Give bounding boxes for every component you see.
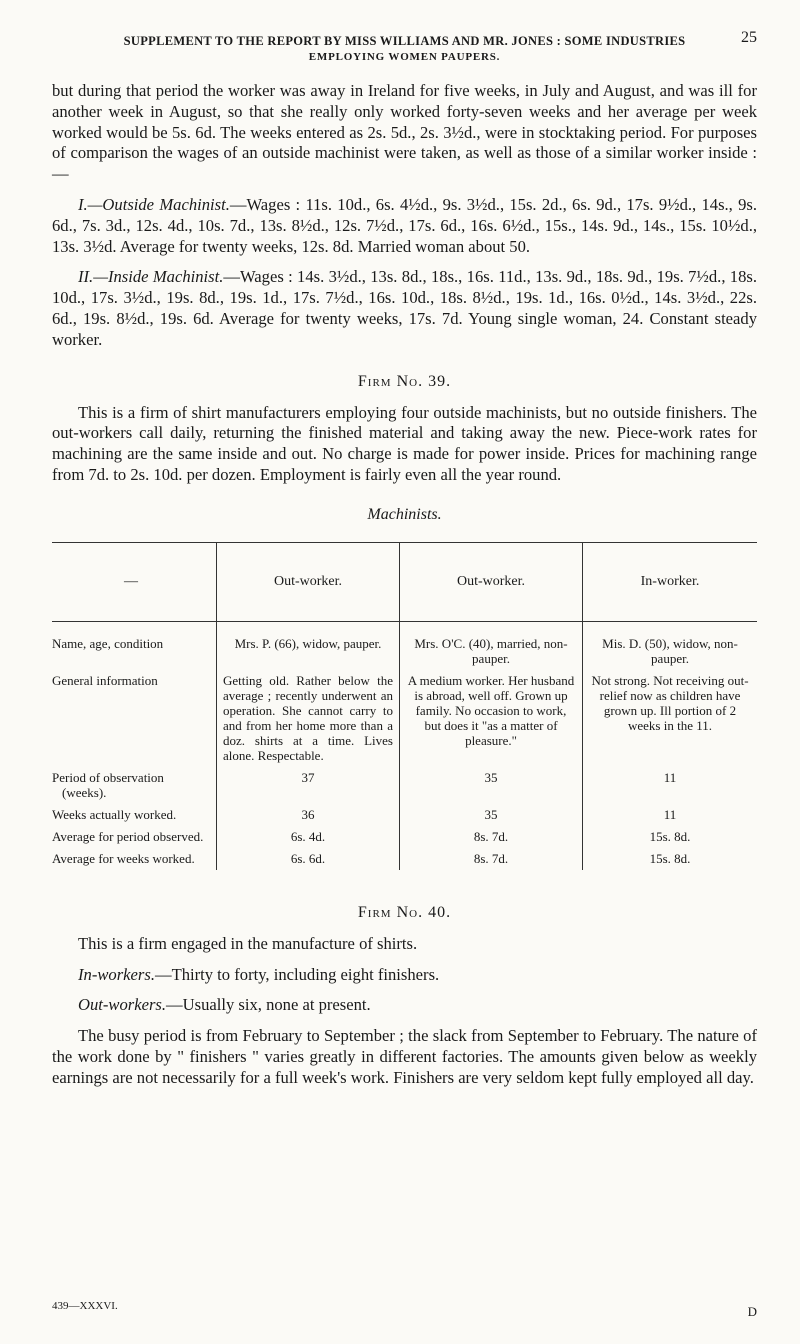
row-label: Weeks actually worked. <box>52 806 177 822</box>
outworkers-label: Out-workers. <box>78 995 167 1015</box>
document-page <box>52 29 758 1089</box>
table-cell: 36 <box>217 804 400 826</box>
table-col-header: Out-worker. <box>400 542 583 621</box>
outside-machinist-label: I.—Outside Machinist. <box>78 194 230 214</box>
firm-40-heading: Firm No. 40. <box>357 903 452 921</box>
row-label: General information <box>52 672 158 688</box>
table-row <box>52 848 757 870</box>
firm-40-inworkers <box>52 965 757 986</box>
header-title: SUPPLEMENT TO THE REPORT BY MISS WILLIAMS AND MR. JONES : SOME INDUSTRIES <box>123 34 686 48</box>
intro-paragraph: but during that period the worker was away in Ireland for five weeks, in July and August, and was ill for another week in August, so that she really only worked forty-seven weeks and her average per week worked would be 5s. 6d. The weeks entered as 2s. 5d., 2s. 3½d., were in stocktaking period. For purposes of comparison the wages of an outside machinist were taken, as well as those of a similar worker inside :— <box>52 81 757 184</box>
header-subtitle: EMPLOYING WOMEN PAUPERS. <box>308 51 501 63</box>
row-label: Name, age, condition <box>52 635 164 651</box>
footer-sheet-letter: D <box>747 1304 757 1319</box>
table-cell: 6s. 6d. <box>217 848 400 870</box>
table-cell: 8s. 7d. <box>400 848 583 870</box>
table-cell: 35 <box>400 804 583 826</box>
table-header-row <box>52 542 757 621</box>
table-cell: 15s. 8d. <box>583 848 758 870</box>
running-header <box>52 29 757 74</box>
table-cell: A medium worker. Her husband is abroad, well off. Grown up family. No occasion to work, but does it "as a matter of pleasure." <box>400 670 583 767</box>
outworkers-text: —Usually six, none at present. <box>166 995 371 1015</box>
table-col-header: — <box>52 542 217 621</box>
outside-machinist-wages: —Wages : 11s. 10d., 6s. 4½d., 9s. 3½d., 15s. 2d., 6s. 9d., 17s. 9½d., 14s., 9s. 6d., 7s. 3d., 12s. 4d., 10s. 7d., 13s. 8½d., 12s. 7½d., 17s. 6d., 16s. 6½d., 15s., 14s. 9d., 14s., 15s. 10½d., 13s. 3½d. Average for twenty weeks, 12s. 8d. Married woman about 50. <box>52 194 758 256</box>
table-cell: 6s. 4d. <box>217 826 400 848</box>
firm-40-outworkers <box>52 995 757 1016</box>
table-cell: Mrs. O'C. (40), married, non-pauper. <box>400 621 583 670</box>
inworkers-label: In-workers. <box>78 964 155 984</box>
table-cell: 8s. 7d. <box>400 826 583 848</box>
outside-machinist-paragraph <box>52 195 757 257</box>
table-row <box>52 804 757 826</box>
page-footer <box>52 1300 757 1319</box>
table-cell: 11 <box>583 767 758 804</box>
table-row <box>52 670 757 767</box>
firm-40-intro: This is a firm engaged in the manufacture of shirts. <box>78 933 418 953</box>
table-row <box>52 826 757 848</box>
inside-machinist-label: II.—Inside Machinist. <box>78 267 224 287</box>
firm-39-heading: Firm No. 39. <box>357 372 452 390</box>
table-row <box>52 621 757 670</box>
table-cell: Not strong. Not receiving out-relief now as children have grown up. Ill portion of 2 weeks in the 11. <box>583 670 758 767</box>
page-number: 25 <box>741 29 757 46</box>
firm-40-busy-period: The busy period is from February to September ; the slack from September to February. The nature of the work done by " finishers " varies greatly in different factories. The amounts given below as weekly earnings are not necessarily for a full week's work. Finishers are very seldom kept fully employed all day. <box>52 1026 757 1087</box>
footer-signature: 439—XXXVI. <box>52 1300 118 1312</box>
machinists-table-title: Machinists. <box>367 505 442 523</box>
table-cell: 15s. 8d. <box>583 826 758 848</box>
table-col-header: In-worker. <box>583 542 758 621</box>
inside-machinist-wages: —Wages : 14s. 3½d., 13s. 8d., 18s., 16s. 11d., 13s. 9d., 18s. 9d., 19s. 7½d., 18s. 10d., 17s. 3½d., 19s. 8d., 19s. 1d., 17s. 7½d., 16s. 10d., 18s. 8½d., 19s. 1d., 16s. 0½d., 14s. 3½d., 22s. 6d., 19s. 8½d., 19s. 6d. Average for twenty weeks, 17s. 7d. Young single woman, 24. Constant steady worker. <box>52 267 757 349</box>
inworkers-text: —Thirty to forty, including eight finishers. <box>154 964 440 984</box>
machinists-table <box>52 542 757 870</box>
row-label: Average for weeks worked. <box>52 850 195 866</box>
table-cell: Getting old. Rather below the average ; recently underwent an operation. She cannot carry to and from her home more than a doz. shirts at a time. Lives alone. Respectable. <box>217 670 400 767</box>
table-cell: 11 <box>583 804 758 826</box>
row-label: Average for period observed. <box>52 828 204 844</box>
row-label: Period of observation (weeks). <box>52 769 164 800</box>
table-col-header: Out-worker. <box>217 542 400 621</box>
firm-39-paragraph: This is a firm of shirt manufacturers employing four outside machinists, but no outside finishers. The out-workers call daily, returning the finished material and taking away the new. Piece-work rates for machining are the same inside and out. No charge is made for power inside. Prices for machining range from 7d. to 2s. 10d. per dozen. Employment is fairly even all the year round. <box>52 402 757 484</box>
inside-machinist-paragraph <box>52 267 757 350</box>
table-cell: Mis. D. (50), widow, non-pauper. <box>583 621 758 670</box>
table-row <box>52 767 757 804</box>
table-cell: 35 <box>400 767 583 804</box>
table-cell: Mrs. P. (66), widow, pauper. <box>217 621 400 670</box>
table-cell: 37 <box>217 767 400 804</box>
